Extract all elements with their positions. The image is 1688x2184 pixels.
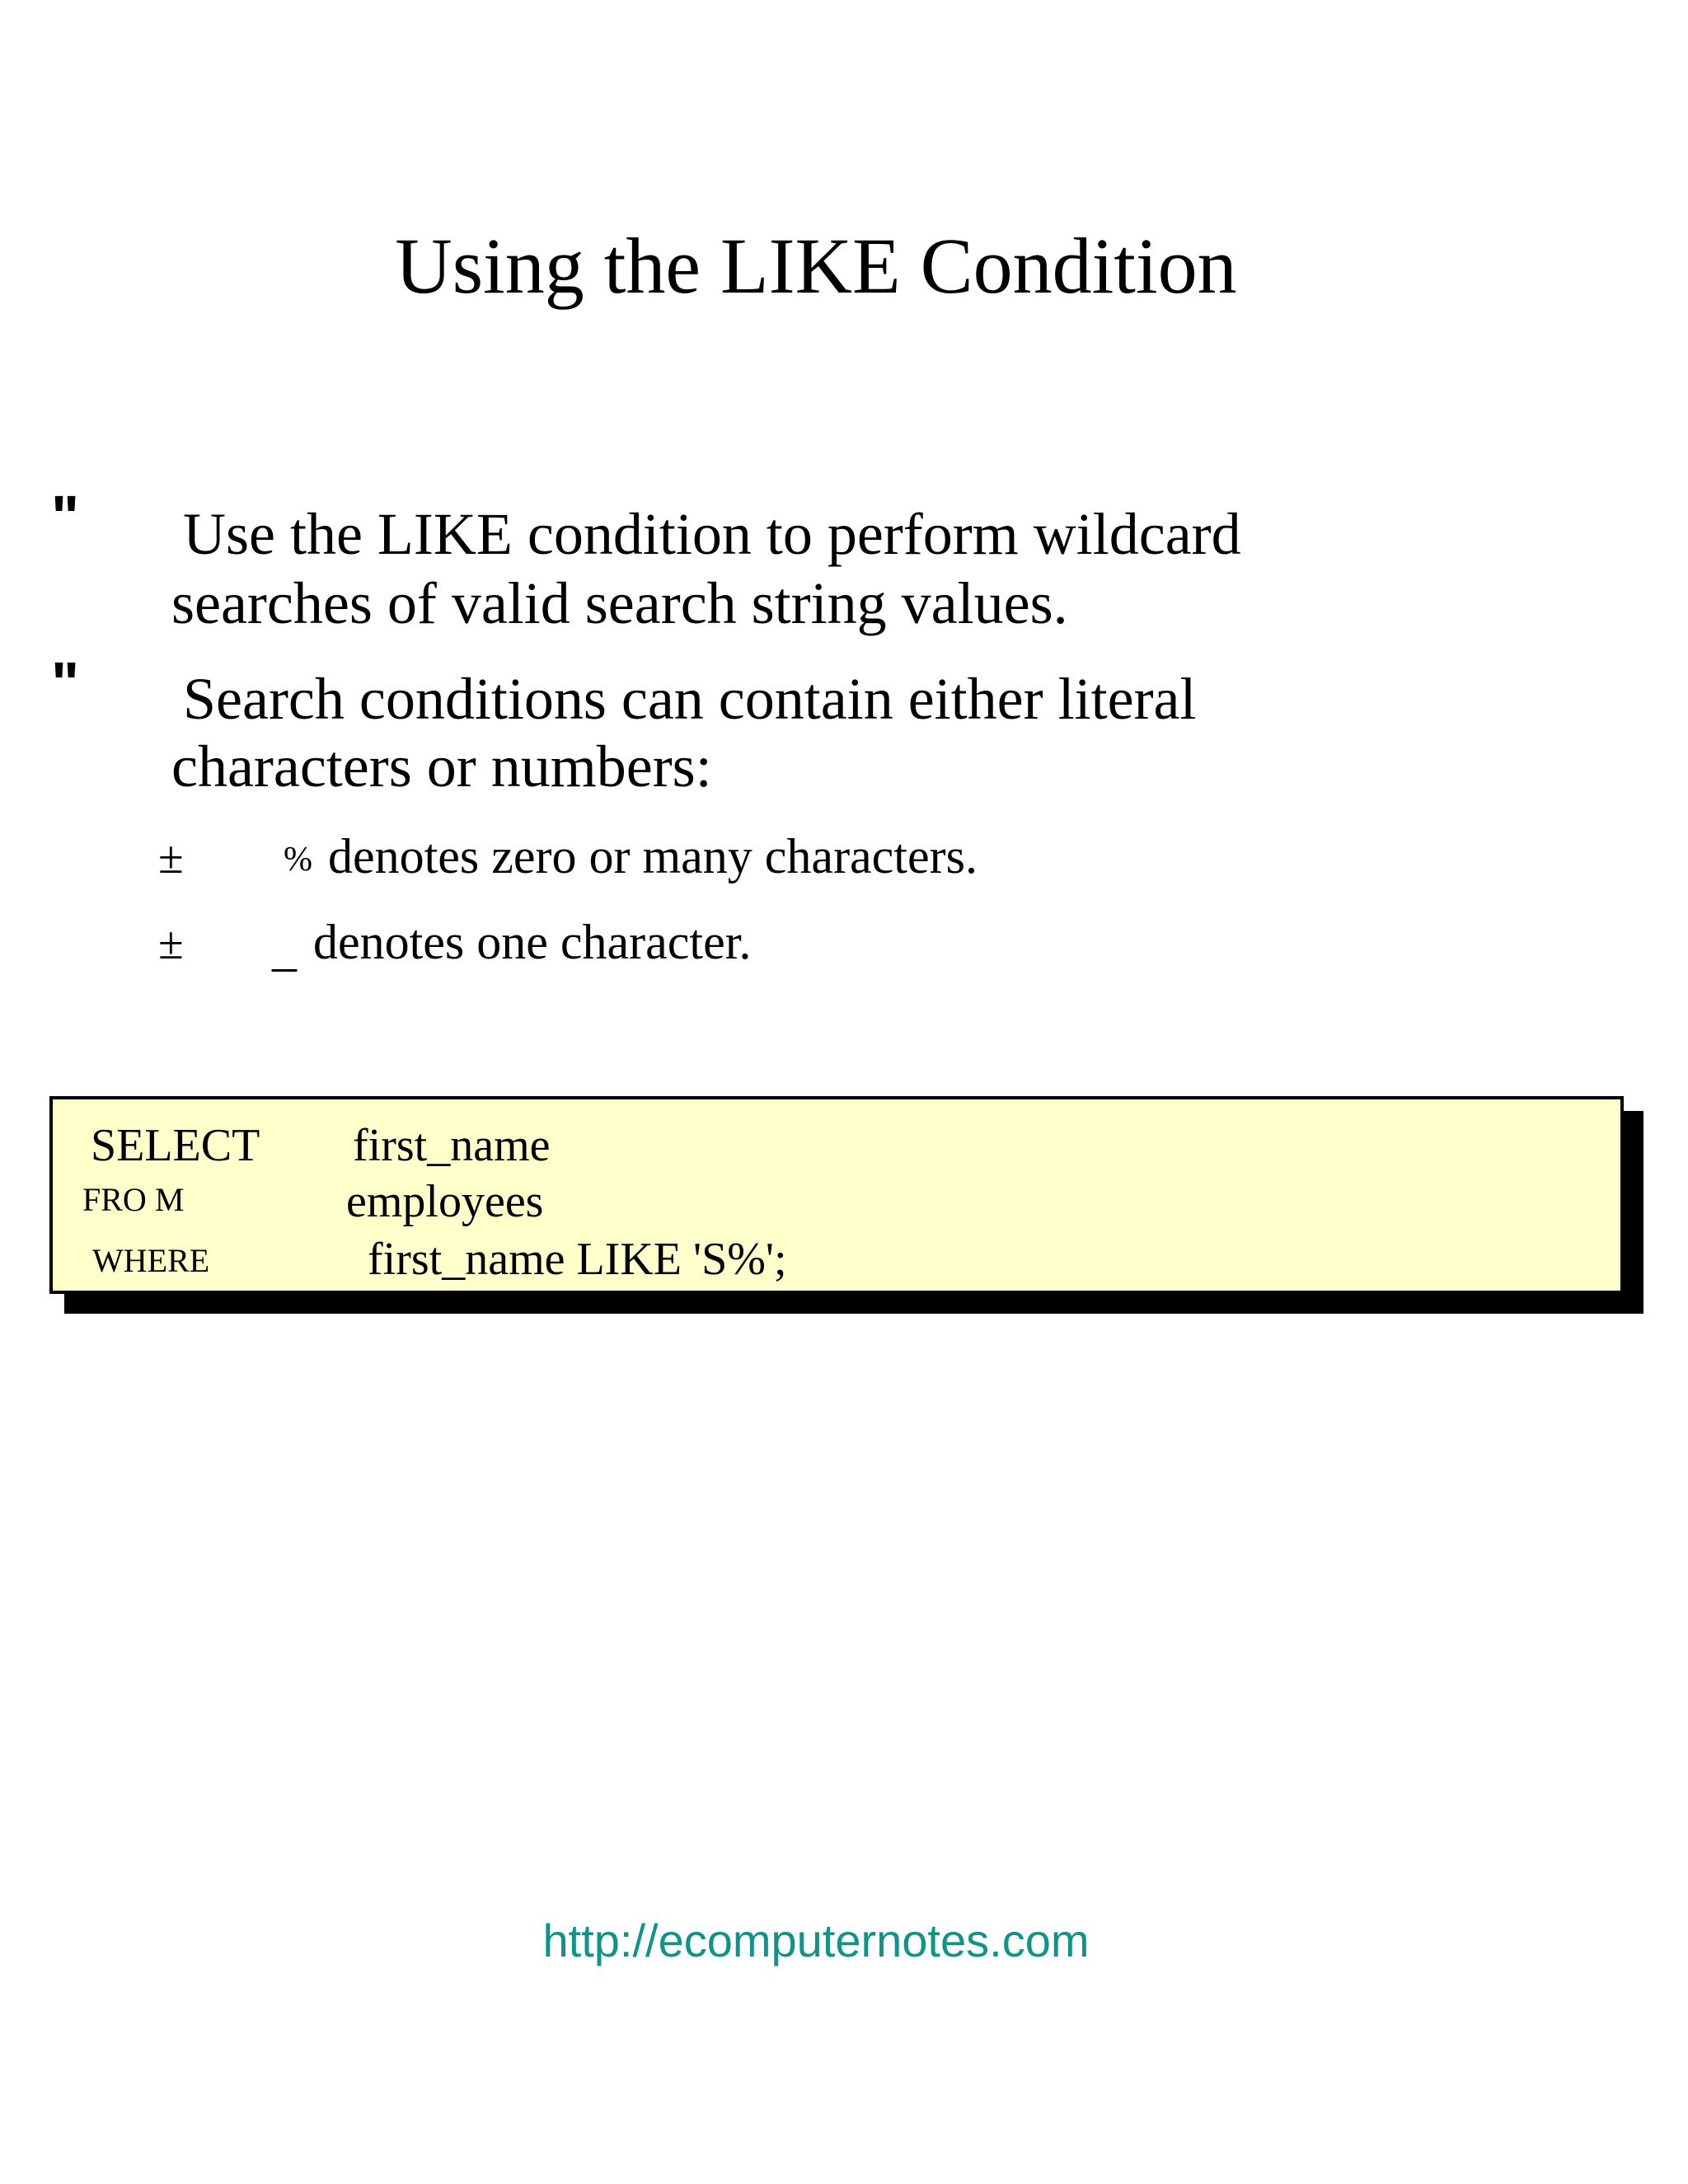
sub-bullet-1-text: denotes zero or many characters.: [328, 829, 978, 883]
bullet-2-mark: ": [51, 651, 80, 717]
bullet-1-line-1: Use the LIKE condition to perform wildcard: [183, 501, 1241, 567]
page-title: Using the LIKE Condition: [395, 222, 1237, 310]
bullet-2-line-1: Search conditions can contain either literal: [183, 666, 1197, 732]
code-keyword-where: WHERE: [92, 1242, 210, 1279]
code-box: [49, 1096, 1624, 1294]
sub-bullet-1-symbol: %: [284, 841, 312, 879]
sub-bullet-2-symbol: _: [272, 921, 297, 976]
bullet-2-line-2: characters or numbers:: [171, 733, 712, 799]
code-keyword-select: SELECT: [91, 1120, 260, 1171]
footer-url-link[interactable]: http://ecomputernotes.com: [542, 1915, 1090, 1966]
sub-bullet-2-mark: ±: [158, 918, 184, 969]
code-keyword-from: FRO M: [82, 1181, 185, 1218]
sub-bullet-2-text: denotes one character.: [313, 915, 752, 969]
sub-bullet-1-mark: ±: [158, 832, 184, 883]
code-value-where: first_name LIKE 'S%';: [368, 1234, 787, 1285]
code-value-select: first_name: [353, 1120, 551, 1171]
bullet-1-mark: ": [51, 485, 80, 551]
code-value-from: employees: [346, 1176, 544, 1227]
bullet-1-line-2: searches of valid search string values.: [171, 570, 1068, 636]
